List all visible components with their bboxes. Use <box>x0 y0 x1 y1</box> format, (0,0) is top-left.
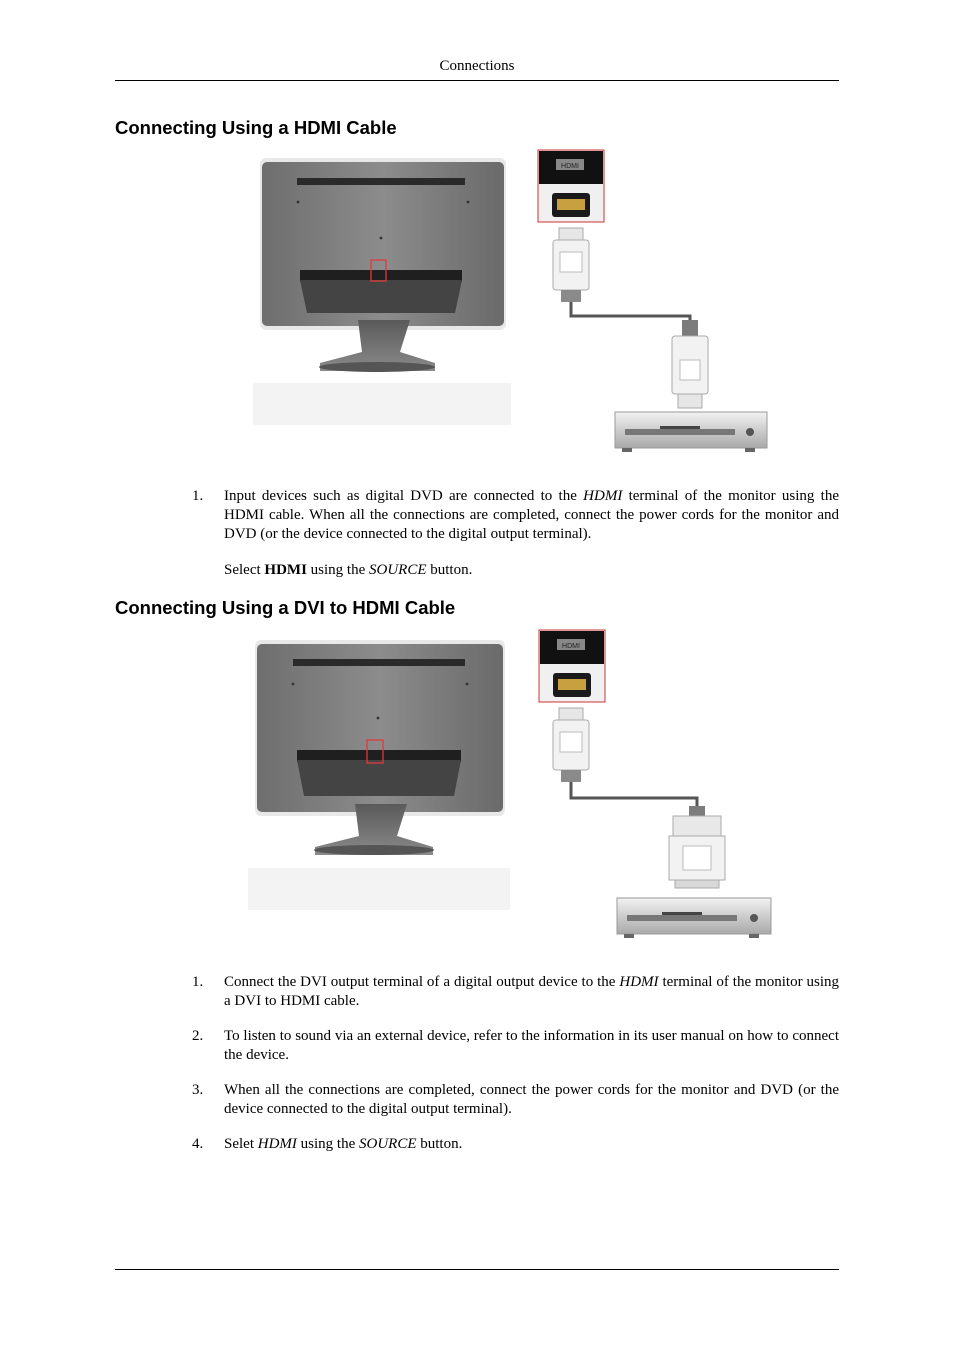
hdmi-port-callout-icon <box>539 630 605 702</box>
list-item: 4. Selet HDMI using the SOURCE button. <box>192 1136 463 1152</box>
dvi-hdmi-cable <box>571 782 697 808</box>
dvd-player-icon <box>615 412 767 452</box>
list-item: 1. Connect the DVI output terminal of a digital output device to the HDMI terminal of the monitor using a DVI to HDMI cable. <box>192 974 839 1009</box>
dvi-plug-icon <box>669 806 725 888</box>
hdmi-source-note: Select HDMI using the SOURCE button. <box>224 562 473 578</box>
svg-text:HDMI: HDMI <box>562 643 580 650</box>
list-item: 1. Input devices such as digital DVD are connected to the HDMI terminal of the monitor using the HDMI cable. When all the connections are completed, connect the power cords for the monitor and DVD (or the device connected to the digital output terminal). <box>192 488 839 542</box>
hdmi-port-callout-icon <box>538 150 604 222</box>
monitor-back-icon <box>255 640 505 855</box>
hdmi-cable <box>571 302 690 326</box>
section-heading-hdmi: Connecting Using a HDMI Cable <box>115 117 397 138</box>
hdmi-connection-diagram <box>250 148 780 458</box>
hdmi-steps-list <box>192 487 839 544</box>
monitor-reflection <box>248 868 510 910</box>
dvd-player-icon <box>617 898 771 938</box>
hdmi-plug-bottom-icon <box>672 320 708 408</box>
list-item: 3. When all the connections are completed, connect the power cords for the monitor and DVD (or the device connected to the digital output terminal). <box>192 1082 839 1117</box>
monitor-back-icon <box>260 158 506 372</box>
footer-rule <box>115 1269 839 1270</box>
page-header-title: Connections <box>439 58 515 74</box>
list-item: 2. To listen to sound via an external device, refer to the information in its user manual on how to connect the device. <box>192 1028 839 1063</box>
hdmi-plug-icon <box>553 708 589 782</box>
hdmi-plug-top-icon <box>553 228 589 302</box>
header-rule <box>115 80 839 81</box>
svg-text:HDMI: HDMI <box>561 163 579 170</box>
dvi-hdmi-connection-diagram <box>245 628 780 943</box>
dvi-hdmi-steps-list <box>192 973 839 1154</box>
section-heading-dvi-hdmi: Connecting Using a DVI to HDMI Cable <box>115 597 456 618</box>
monitor-reflection <box>253 383 511 425</box>
